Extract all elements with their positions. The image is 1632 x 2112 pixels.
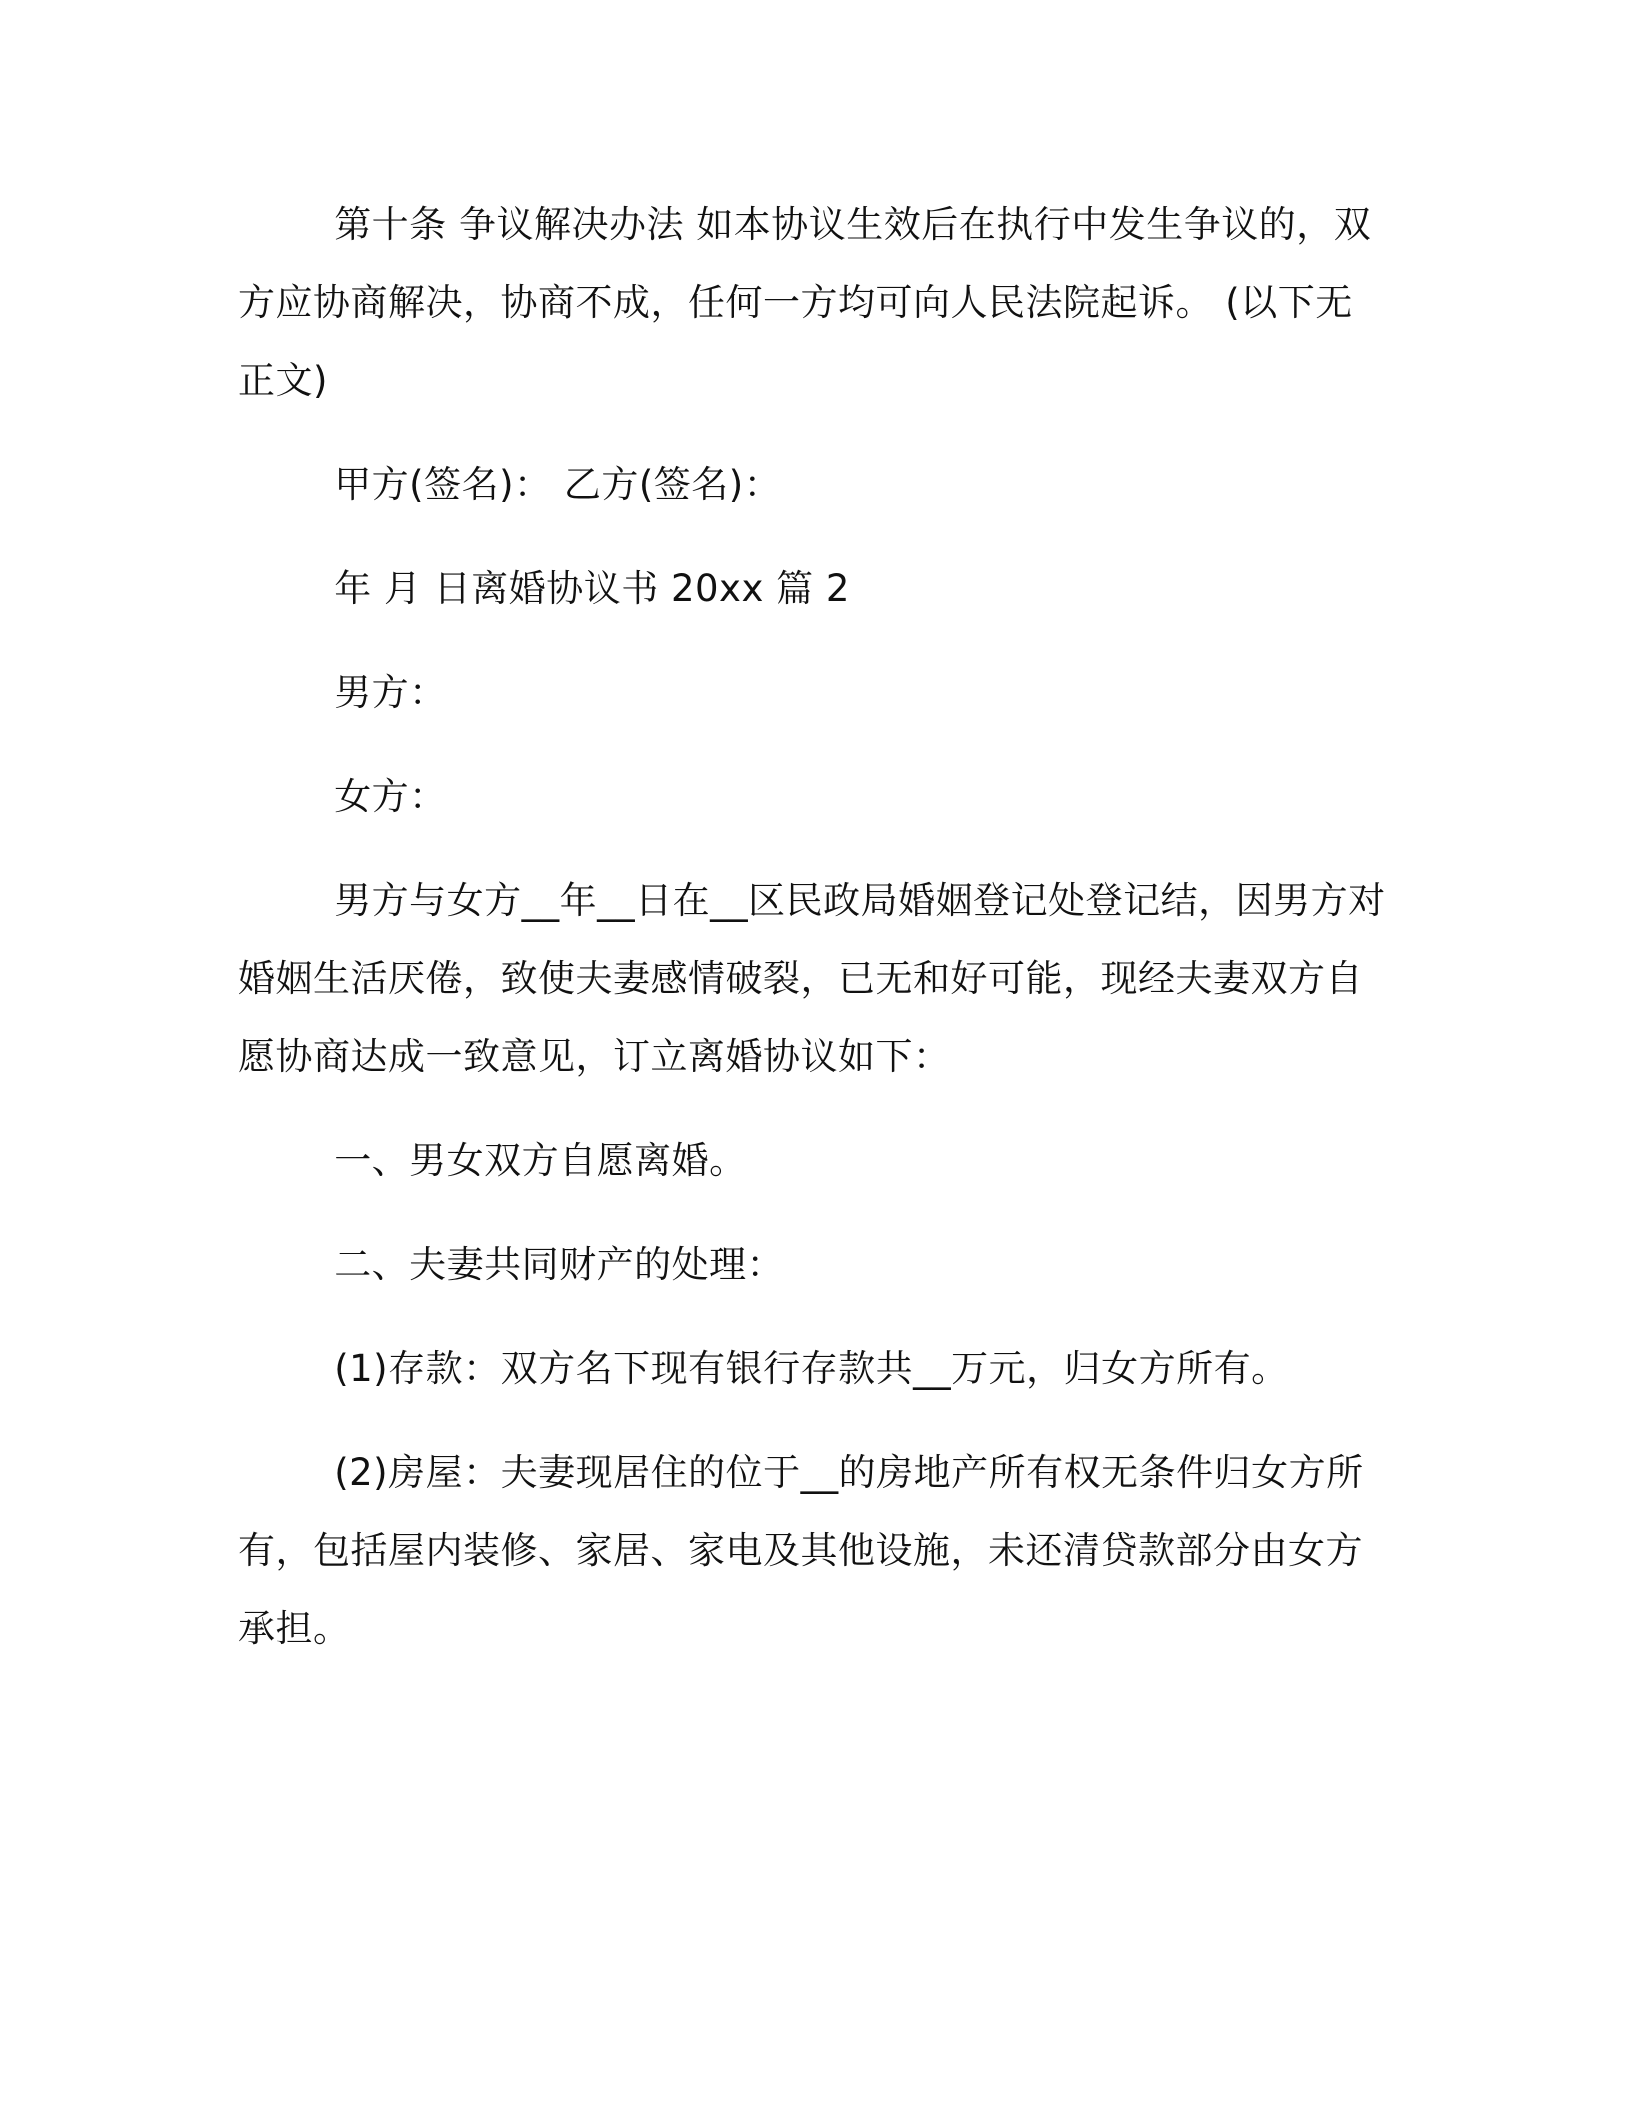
document-body [238, 186, 1388, 1668]
paragraph-female-party: 女方： [334, 775, 447, 818]
paragraph-male-party: 男方： [334, 671, 447, 714]
paragraph-marriage-statement: 男方与女方__年__日在__区民政局婚姻登记处登记结，因男方对婚姻生活厌倦，致使夫妻感情破裂，已无和好可能，现经夫妻双方自愿协商达成一致意见，订立离婚协议如下： [238, 879, 1386, 1078]
paragraph-deposits: (1)存款：双方名下现有银行存款共__万元，归女方所有。 [334, 1347, 1289, 1390]
paragraph-dispute-resolution: 第十条 争议解决办法 如本协议生效后在执行中发生争议的，双方应协商解决，协商不成，任何一方均可向人民法院起诉。 (以下无正文) [238, 203, 1372, 402]
paragraph-clause-two: 二、夫妻共同财产的处理： [334, 1243, 785, 1286]
paragraph-date-title: 年 月 日离婚协议书 20xx 篇 2 [334, 567, 850, 610]
paragraph-signatures: 甲方(签名)： 乙方(签名)： [334, 463, 782, 506]
paragraph-house: (2)房屋：夫妻现居住的位于__的房地产所有权无条件归女方所有，包括屋内装修、家居、家电及其他设施，未还清贷款部分由女方承担。 [238, 1451, 1364, 1650]
paragraph-clause-one: 一、男女双方自愿离婚。 [334, 1139, 747, 1182]
